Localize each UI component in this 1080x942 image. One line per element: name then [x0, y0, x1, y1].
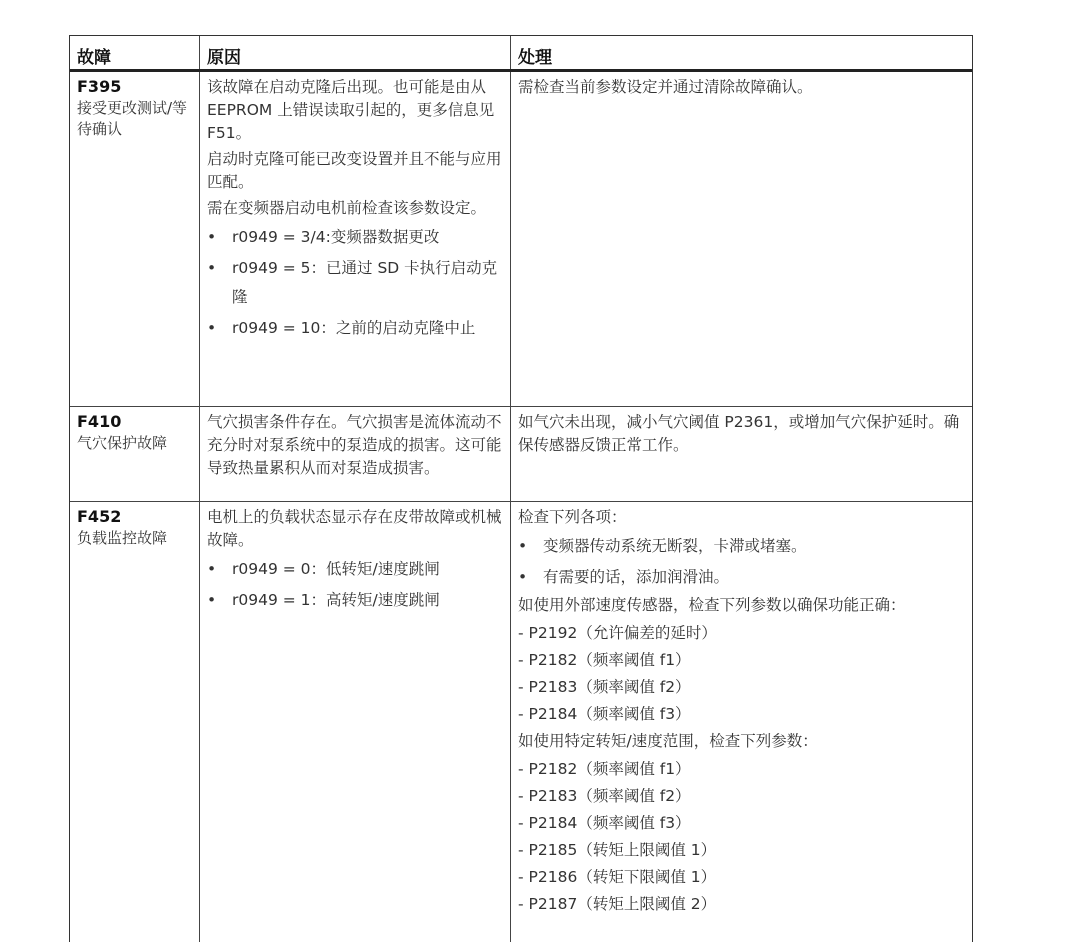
header-remedy: 处理	[518, 48, 552, 68]
cause-cell	[200, 72, 511, 406]
fault-code: F452	[77, 507, 122, 526]
param-item: - P2192（允许偏差的延时）	[518, 624, 717, 642]
bullet-item: • r0949 = 10：之前的启动克隆中止	[207, 314, 503, 343]
param-item: - P2185（转矩上限阈值 1）	[518, 841, 717, 859]
param-item: - P2184（频率阈值 f3）	[518, 814, 691, 832]
remedy-intro: 检查下列各项：	[518, 508, 627, 526]
fault-code: F395	[77, 77, 122, 96]
cause-cell	[200, 502, 511, 942]
header-fault: 故障	[70, 36, 200, 69]
bullet-icon: •	[207, 319, 217, 337]
table-header-row	[70, 36, 972, 72]
fault-name: 接受更改测试/等待确认	[77, 99, 188, 138]
remedy-cell	[511, 502, 970, 942]
header-cause: 原因	[200, 36, 511, 69]
bullet-item: • r0949 = 5：已通过 SD 卡执行启动克隆	[207, 254, 503, 312]
bullet-icon: •	[207, 591, 217, 609]
remedy-text: 需检查当前参数设定并通过清除故障确认。	[518, 78, 813, 96]
fault-cell	[70, 407, 200, 501]
fault-cell	[70, 502, 200, 942]
table-row	[70, 407, 972, 502]
bullet-item: • 变频器传动系统无断裂，卡滞或堵塞。	[518, 532, 963, 561]
fault-name: 负载监控故障	[77, 529, 168, 547]
bullet-icon: •	[518, 537, 528, 555]
bullet-item: • r0949 = 0：低转矩/速度跳闸	[207, 555, 503, 584]
cause-text: 需在变频器启动电机前检查该参数设定。	[207, 199, 487, 217]
bullet-item: • r0949 = 3/4:变频器数据更改	[207, 223, 503, 252]
bullet-item: • r0949 = 1：高转矩/速度跳闸	[207, 586, 503, 615]
remedy-text: 如气穴未出现，减小气穴阈值 P2361，或增加气穴保护延时。确保传感器反馈正常工作。	[518, 413, 960, 454]
cause-text: 电机上的负载状态显示存在皮带故障或机械故障。	[207, 508, 502, 549]
fault-code: F410	[77, 412, 122, 431]
bullet-icon: •	[207, 259, 217, 277]
param-item: - P2186（转矩下限阈值 1）	[518, 868, 717, 886]
bullet-icon: •	[207, 228, 217, 246]
remedy-cell	[511, 407, 970, 501]
param-item: - P2182（频率阈值 f1）	[518, 651, 691, 669]
param-item: - P2182（频率阈值 f1）	[518, 760, 691, 778]
bullet-item: • 有需要的话，添加润滑油。	[518, 563, 963, 592]
table-row	[70, 72, 972, 407]
param-item: - P2184（频率阈值 f3）	[518, 705, 691, 723]
cause-text: 该故障在启动克隆后出现。也可能是由从 EEPROM 上错误读取引起的，更多信息见 F51。	[207, 78, 495, 142]
param-item: - P2183（频率阈值 f2）	[518, 678, 691, 696]
cause-cell	[200, 407, 511, 501]
cause-text: 启动时克隆可能已改变设置并且不能与应用匹配。	[207, 150, 502, 191]
bullet-icon: •	[207, 560, 217, 578]
fault-table	[69, 35, 973, 942]
remedy-cell	[511, 72, 970, 406]
fault-name: 气穴保护故障	[77, 434, 168, 452]
cause-text: 气穴损害条件存在。气穴损害是流体流动不充分时对泵系统中的泵造成的损害。这可能导致热量累积从而对泵造成损害。	[207, 413, 502, 477]
remedy-section-title: 如使用外部速度传感器，检查下列参数以确保功能正确：	[518, 596, 906, 614]
table-row	[70, 502, 972, 942]
fault-cell	[70, 72, 200, 406]
remedy-section-title: 如使用特定转矩/速度范围，检查下列参数：	[518, 732, 818, 750]
bullet-icon: •	[518, 568, 528, 586]
param-item: - P2187（转矩上限阈值 2）	[518, 895, 717, 913]
param-item: - P2183（频率阈值 f2）	[518, 787, 691, 805]
